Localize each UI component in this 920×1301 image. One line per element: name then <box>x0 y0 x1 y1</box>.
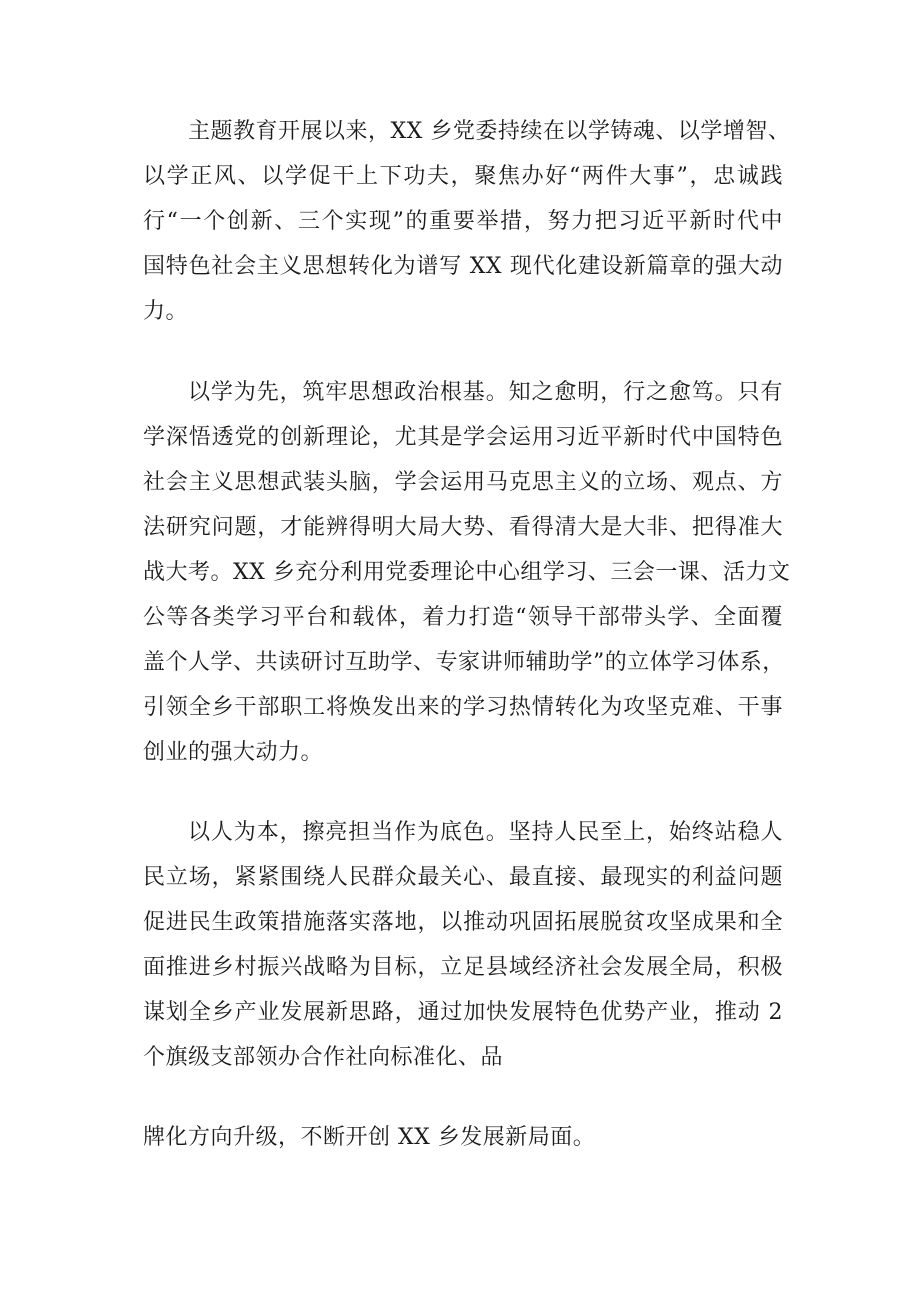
text-line: 谋划全乡产业发展新思路，通过加快发展特色优势产业，推动 2 <box>143 1000 783 1025</box>
text-line: 个旗级支部领办合作社向标准化、品 <box>143 1045 504 1070</box>
text-line: 促进民生政策措施落实落地，以推动巩固拓展脱贫攻坚成果和全 <box>143 910 783 935</box>
text-line: 以学正风、以学促干上下功夫，聚焦办好“两件大事”，忠诚践 <box>143 164 783 189</box>
text-line: 以学为先，筑牢思想政治根基。知之愈明，行之愈笃。只有 <box>188 380 783 405</box>
text-line: 力。 <box>143 299 189 324</box>
text-line: 国特色社会主义思想转化为谱写 XX 现代化建设新篇章的强大动 <box>143 254 784 279</box>
text-line: 面推进乡村振兴战略为目标，立足县域经济社会发展全局，积极 <box>143 955 783 980</box>
text-line: 法研究问题，才能辨得明大局大势、看得清大是大非、把得准大 <box>143 515 783 540</box>
text-line: 牌化方向升级，不断开创 XX 乡发展新局面。 <box>143 1125 596 1150</box>
text-line: 公等各类学习平台和载体，着力打造“领导干部带头学、全面覆 <box>143 605 783 630</box>
text-line: 引领全乡干部职工将焕发出来的学习热情转化为攻坚克难、干事 <box>143 695 783 720</box>
text-line: 创业的强大动力。 <box>143 740 324 765</box>
text-line: 以人为本，擦亮担当作为底色。坚持人民至上，始终站稳人 <box>188 820 783 845</box>
text-line: 行“一个创新、三个实现”的重要举措，努力把习近平新时代中 <box>143 209 783 234</box>
text-line: 学深悟透党的创新理论，尤其是学会运用习近平新时代中国特色 <box>143 425 783 450</box>
text-line: 社会主义思想武装头脑，学会运用马克思主义的立场、观点、方 <box>143 470 783 495</box>
text-line: 战大考。XX 乡充分利用党委理论中心组学习、三会一课、活力文 <box>143 560 791 585</box>
text-line: 盖个人学、共读研讨互助学、专家讲师辅助学”的立体学习体系， <box>143 650 785 675</box>
text-line: 主题教育开展以来，XX 乡党委持续在以学铸魂、以学增智、 <box>188 119 791 144</box>
text-line: 民立场，紧紧围绕人民群众最关心、最直接、最现实的利益问题 <box>143 865 783 890</box>
